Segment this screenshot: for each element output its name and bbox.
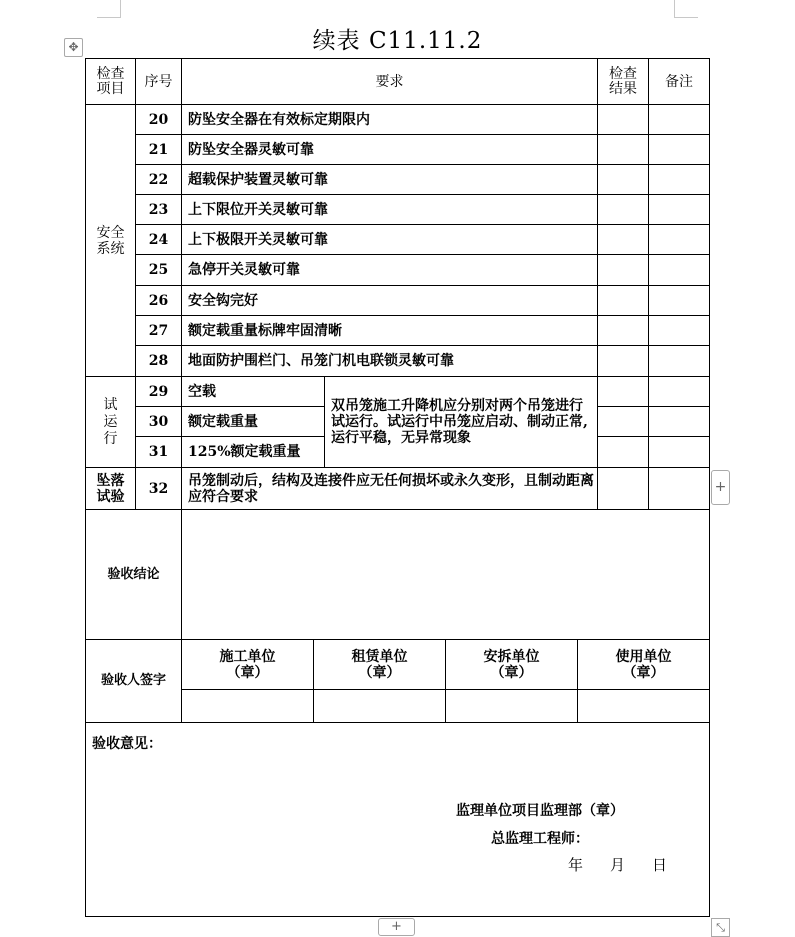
row-note-cell[interactable] bbox=[648, 285, 709, 315]
section-safety bbox=[85, 104, 135, 376]
row-requirement: 额定载重量标牌牢固清晰 bbox=[181, 315, 597, 345]
trial-requirement bbox=[324, 376, 597, 467]
row-result-cell[interactable] bbox=[597, 254, 648, 285]
trial-requirement-line: 试运行。试运行中吊笼应启动、制动正常, bbox=[331, 414, 588, 430]
section-safety-line: 系统 bbox=[96, 240, 125, 257]
row-number: 28 bbox=[135, 345, 181, 376]
row-number: 22 bbox=[135, 164, 181, 194]
row-number: 20 bbox=[135, 104, 181, 134]
signature-unit-header-line: （章） bbox=[226, 664, 269, 681]
row-number: 21 bbox=[135, 134, 181, 164]
section-fall-line: 坠落 bbox=[96, 472, 125, 489]
signature-field[interactable] bbox=[181, 689, 313, 722]
signature-field[interactable] bbox=[577, 689, 709, 722]
row-result-cell[interactable] bbox=[597, 224, 648, 254]
row-note-cell[interactable] bbox=[648, 164, 709, 194]
signature-unit-header bbox=[313, 639, 445, 689]
row-note-cell[interactable] bbox=[648, 194, 709, 224]
row-note-cell[interactable] bbox=[648, 345, 709, 376]
date-month: 月 bbox=[610, 856, 626, 874]
row-note-cell[interactable] bbox=[648, 254, 709, 285]
trial-requirement-line: 双吊笼施工升降机应分别对两个吊笼进行 bbox=[331, 398, 583, 414]
date-year: 年 bbox=[568, 856, 584, 874]
row-requirement: 急停开关灵敏可靠 bbox=[181, 254, 597, 285]
row-result-cell[interactable] bbox=[597, 194, 648, 224]
document-title: 续表 C11.11.2 bbox=[312, 28, 483, 54]
row-number: 24 bbox=[135, 224, 181, 254]
row-requirement: 125%额定载重量 bbox=[181, 436, 324, 467]
row-number: 25 bbox=[135, 254, 181, 285]
section-trial-line: 运 bbox=[103, 413, 118, 430]
header-no: 序号 bbox=[135, 58, 181, 104]
row-requirement-line: 吊笼制动后，结构及连接件应无任何损坏或永久变形，且制动距离 bbox=[188, 472, 594, 489]
table-move-icon[interactable]: ✥ bbox=[64, 38, 83, 57]
row-result-cell[interactable] bbox=[597, 315, 648, 345]
signature-unit-header-line: 租赁单位 bbox=[351, 648, 408, 665]
header-item-line: 项目 bbox=[96, 80, 125, 97]
row-result-cell[interactable] bbox=[597, 406, 648, 436]
row-requirement: 安全钩完好 bbox=[181, 285, 597, 315]
row-result-cell[interactable] bbox=[597, 104, 648, 134]
section-fall bbox=[85, 467, 135, 509]
crop-mark-left-v bbox=[120, 0, 121, 17]
row-requirement: 地面防护围栏门、吊笼门机电联锁灵敏可靠 bbox=[181, 345, 597, 376]
signature-field[interactable] bbox=[445, 689, 577, 722]
row-result-cell[interactable] bbox=[597, 345, 648, 376]
row-number: 30 bbox=[135, 406, 181, 436]
header-note: 备注 bbox=[648, 58, 709, 104]
row-number: 23 bbox=[135, 194, 181, 224]
header-result bbox=[597, 58, 648, 104]
row-requirement: 上下极限开关灵敏可靠 bbox=[181, 224, 597, 254]
signature-unit-header-line: （章） bbox=[622, 664, 665, 681]
row-requirement bbox=[181, 467, 597, 509]
header-item bbox=[85, 58, 135, 104]
signature-unit-header bbox=[445, 639, 577, 689]
row-result-cell[interactable] bbox=[597, 164, 648, 194]
row-requirement-line: 应符合要求 bbox=[188, 488, 258, 505]
signature-unit-header-line: （章） bbox=[358, 664, 401, 681]
crop-mark-left-h bbox=[97, 17, 121, 18]
opinion-block bbox=[85, 722, 709, 916]
crop-mark-right-h bbox=[674, 17, 698, 18]
signature-unit-header bbox=[577, 639, 709, 689]
header-result-line: 检查 bbox=[609, 65, 637, 82]
row-result-cell[interactable] bbox=[597, 285, 648, 315]
section-trial bbox=[85, 376, 135, 467]
row-note-cell[interactable] bbox=[648, 315, 709, 345]
row-number: 31 bbox=[135, 436, 181, 467]
signature-unit-header-line: 安拆单位 bbox=[483, 648, 540, 665]
row-note-cell[interactable] bbox=[648, 104, 709, 134]
signature-unit-header-line: 使用单位 bbox=[615, 648, 672, 665]
row-note-cell[interactable] bbox=[648, 436, 709, 467]
row-result-cell[interactable] bbox=[597, 376, 648, 406]
chief-engineer-label: 总监理工程师： bbox=[491, 831, 589, 847]
signature-unit-header-line: （章） bbox=[490, 664, 533, 681]
signature-unit-header bbox=[181, 639, 313, 689]
crop-mark-right-v bbox=[674, 0, 675, 17]
header-result-line: 结果 bbox=[609, 80, 637, 97]
date-day: 日 bbox=[652, 856, 668, 874]
signature-label: 验收人签字 bbox=[85, 639, 181, 722]
row-result-cell[interactable] bbox=[597, 134, 648, 164]
row-note-cell[interactable] bbox=[648, 376, 709, 406]
add-row-button[interactable]: + bbox=[378, 918, 415, 936]
row-note-cell[interactable] bbox=[648, 134, 709, 164]
row-requirement: 额定载重量 bbox=[181, 406, 324, 436]
row-requirement: 防坠安全器在有效标定期限内 bbox=[181, 104, 597, 134]
row-number: 27 bbox=[135, 315, 181, 345]
signature-unit-header-line: 施工单位 bbox=[219, 648, 276, 665]
row-requirement: 超载保护装置灵敏可靠 bbox=[181, 164, 597, 194]
signature-field[interactable] bbox=[313, 689, 445, 722]
row-result-cell[interactable] bbox=[597, 467, 648, 509]
trial-requirement-line: 运行平稳，无异常现象 bbox=[331, 430, 471, 446]
conclusion-label: 验收结论 bbox=[85, 509, 181, 639]
row-number: 32 bbox=[135, 467, 181, 509]
row-result-cell[interactable] bbox=[597, 436, 648, 467]
section-fall-line: 试验 bbox=[96, 488, 125, 505]
row-number: 26 bbox=[135, 285, 181, 315]
row-requirement: 空载 bbox=[181, 376, 324, 406]
opinion-label: 验收意见： bbox=[92, 736, 162, 752]
row-note-cell[interactable] bbox=[648, 224, 709, 254]
header-item-line: 检查 bbox=[96, 65, 125, 82]
header-requirement: 要求 bbox=[181, 58, 597, 104]
row-number: 29 bbox=[135, 376, 181, 406]
section-trial-line: 试 bbox=[103, 396, 118, 413]
row-note-cell[interactable] bbox=[648, 406, 709, 436]
row-requirement: 防坠安全器灵敏可靠 bbox=[181, 134, 597, 164]
add-column-button[interactable]: + bbox=[711, 470, 730, 505]
conclusion-field[interactable] bbox=[181, 509, 709, 639]
section-trial-line: 行 bbox=[103, 430, 118, 447]
row-note-cell[interactable] bbox=[648, 467, 709, 509]
row-requirement: 上下限位开关灵敏可靠 bbox=[181, 194, 597, 224]
supervisor-seal-label: 监理单位项目监理部（章） bbox=[456, 803, 624, 819]
section-safety-line: 安全 bbox=[96, 224, 125, 241]
table-resize-icon[interactable]: ⤡ bbox=[711, 918, 730, 937]
